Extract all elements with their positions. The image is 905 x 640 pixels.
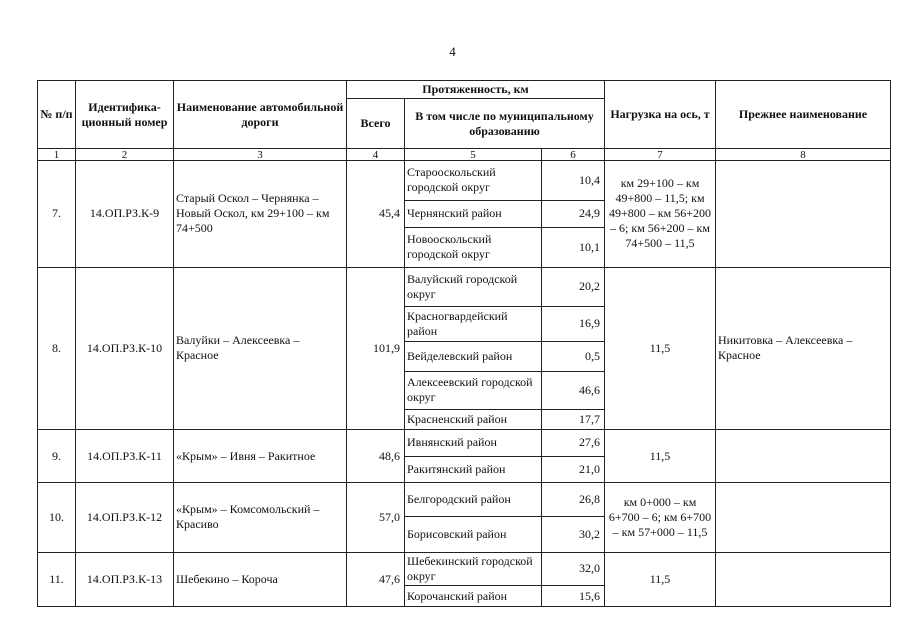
road-id: 14.ОП.РЗ.К-13 xyxy=(76,552,174,606)
municipality: Старооскольский городской округ xyxy=(405,161,542,201)
municipality-length: 30,2 xyxy=(542,517,605,553)
col-number: 3 xyxy=(174,149,347,161)
municipality-length: 17,7 xyxy=(542,409,605,430)
road-name: «Крым» – Ивня – Ракитное xyxy=(174,430,347,482)
road-total-length: 57,0 xyxy=(347,482,405,552)
axle-load: 11,5 xyxy=(605,267,716,430)
axle-load: км 0+000 – км 6+700 – 6; км 6+700 – км 57+000 – 11,5 xyxy=(605,482,716,552)
municipality-length: 27,6 xyxy=(542,430,605,456)
road-total-length: 101,9 xyxy=(347,267,405,430)
municipality-length: 20,2 xyxy=(542,267,605,307)
municipality: Алексеевский городской округ xyxy=(405,371,542,409)
row-number: 9. xyxy=(38,430,76,482)
table-row xyxy=(38,552,891,585)
axle-load: 11,5 xyxy=(605,430,716,482)
col-number: 6 xyxy=(542,149,605,161)
municipality: Борисовский район xyxy=(405,517,542,553)
header-length-group: Протяженность, км xyxy=(347,81,605,99)
header-total: Всего xyxy=(347,99,405,149)
table-row xyxy=(38,161,891,201)
road-total-length: 48,6 xyxy=(347,430,405,482)
road-id: 14.ОП.РЗ.К-12 xyxy=(76,482,174,552)
municipality: Ивнянский район xyxy=(405,430,542,456)
col-number: 2 xyxy=(76,149,174,161)
table-row xyxy=(38,430,891,456)
municipality-length: 10,4 xyxy=(542,161,605,201)
row-number: 7. xyxy=(38,161,76,268)
municipality: Валуйский городской округ xyxy=(405,267,542,307)
col-number: 7 xyxy=(605,149,716,161)
municipality-length: 24,9 xyxy=(542,200,605,227)
roads-table xyxy=(37,80,891,607)
previous-name xyxy=(716,552,891,606)
previous-name: Никитовка – Алексеевка – Красное xyxy=(716,267,891,430)
road-id: 14.ОП.РЗ.К-11 xyxy=(76,430,174,482)
municipality-length: 46,6 xyxy=(542,371,605,409)
col-number: 5 xyxy=(405,149,542,161)
table-row xyxy=(38,267,891,307)
municipality-length: 10,1 xyxy=(542,227,605,267)
municipality-length: 16,9 xyxy=(542,307,605,341)
header-municipal: В том числе по муниципальному образованию xyxy=(405,99,605,149)
municipality-length: 15,6 xyxy=(542,586,605,607)
road-total-length: 47,6 xyxy=(347,552,405,606)
road-name: «Крым» – Комсомольский – Красиво xyxy=(174,482,347,552)
municipality: Корочанский район xyxy=(405,586,542,607)
municipality: Белгородский район xyxy=(405,482,542,516)
municipality: Вейделевский район xyxy=(405,341,542,371)
previous-name xyxy=(716,482,891,552)
road-total-length: 45,4 xyxy=(347,161,405,268)
header-num: № п/п xyxy=(38,81,76,149)
table-row xyxy=(38,482,891,516)
previous-name xyxy=(716,161,891,268)
axle-load: 11,5 xyxy=(605,552,716,606)
header-load: Нагрузка на ось, т xyxy=(605,81,716,149)
road-name: Старый Оскол – Чернянка – Новый Оскол, км 29+100 – км 74+500 xyxy=(174,161,347,268)
municipality-length: 0,5 xyxy=(542,341,605,371)
previous-name xyxy=(716,430,891,482)
header-id: Идентифика-ционный номер xyxy=(76,81,174,149)
row-number: 10. xyxy=(38,482,76,552)
road-id: 14.ОП.РЗ.К-9 xyxy=(76,161,174,268)
header-prev-name: Прежнее наименование xyxy=(716,81,891,149)
municipality: Красненский район xyxy=(405,409,542,430)
col-number: 8 xyxy=(716,149,891,161)
municipality: Красногвардейский район xyxy=(405,307,542,341)
municipality-length: 21,0 xyxy=(542,456,605,482)
municipality: Ракитянский район xyxy=(405,456,542,482)
municipality: Чернянский район xyxy=(405,200,542,227)
page-number: 4 xyxy=(449,44,456,59)
municipality: Шебекинский городской округ xyxy=(405,552,542,585)
axle-load: км 29+100 – км 49+800 – 11,5; км 49+800 – км 56+200 – 6; км 56+200 – км 74+500 – 11,5 xyxy=(605,161,716,268)
municipality: Новооскольский городской округ xyxy=(405,227,542,267)
col-number: 4 xyxy=(347,149,405,161)
row-number: 11. xyxy=(38,552,76,606)
municipality-length: 26,8 xyxy=(542,482,605,516)
header-name: Наименование автомобильной дороги xyxy=(174,81,347,149)
road-id: 14.ОП.РЗ.К-10 xyxy=(76,267,174,430)
col-number: 1 xyxy=(38,149,76,161)
road-name: Валуйки – Алексеевка – Красное xyxy=(174,267,347,430)
road-name: Шебекино – Короча xyxy=(174,552,347,606)
municipality-length: 32,0 xyxy=(542,552,605,585)
row-number: 8. xyxy=(38,267,76,430)
